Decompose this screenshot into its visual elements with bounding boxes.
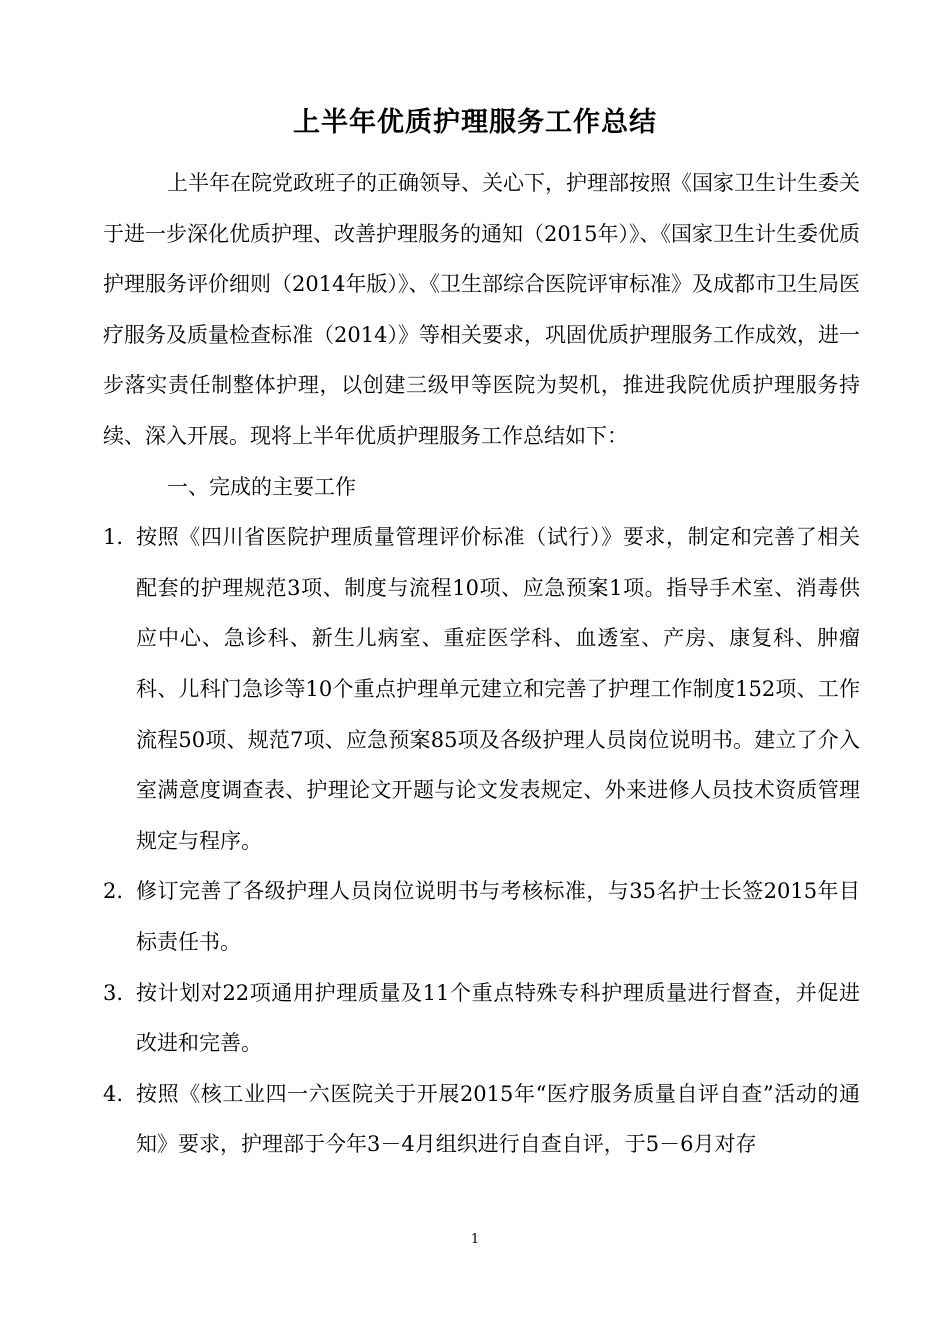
document-body bbox=[103, 158, 860, 1170]
list-item-text: 修订完善了各级护理人员岗位说明书与考核标准，与35名护士长签2015年目标责任书。 bbox=[136, 879, 860, 954]
list-item-number: 4. bbox=[103, 1081, 124, 1106]
list-item-text: 按照《四川省医院护理质量管理评价标准（试行）》要求，制定和完善了相关配套的护理规范3项、制度与流程10项、应急预案1项。指导手术室、消毒供应中心、急诊科、新生儿病室、重症医学科、血透室、产房、康复科、肿瘤科、儿科门急诊等10个重点护理单元建立和完善了护理工作制度152项、工作流程50项、规范7项、应急预案85项及各级护理人员岗位说明书。建立了介入室满意度调查表、护理论文开题与论文发表规定、外来进修人员技术资质管理规定与程序。 bbox=[136, 525, 860, 853]
list-item-number: 2. bbox=[103, 879, 124, 904]
list-item-text: 按照《核工业四一六医院关于开展2015年“医疗服务质量自评自查”活动的通知》要求，护理部于今年3－4月组织进行自查自评，于5－6月对存 bbox=[136, 1081, 860, 1157]
page-number: 1 bbox=[470, 1232, 480, 1247]
document-title: 上半年优质护理服务工作总结 bbox=[293, 107, 657, 138]
intro-paragraph: 上半年在院党政班子的正确领导、关心下，护理部按照《国家卫生计生委关于进一步深化优质护理、改善护理服务的通知（2015年）》、《国家卫生计生委优质护理服务评价细则（2014年版）》、《卫生部综合医院评审标准》及成都市卫生局医疗服务及质量检查标准（2014）》等相关要求，巩固优质护理服务工作成效，进一步落实责任制整体护理，以创建三级甲等医院为契机，推进我院优质护理服务持续、深入开展。现将上半年优质护理服务工作总结如下： bbox=[103, 171, 860, 448]
list-item-number: 3. bbox=[103, 980, 124, 1005]
list-item bbox=[103, 968, 860, 1069]
list-item-number: 1. bbox=[103, 525, 124, 550]
list-item bbox=[103, 1069, 860, 1170]
list-item bbox=[103, 512, 860, 866]
section-heading: 一、完成的主要工作 bbox=[167, 474, 356, 499]
list-item-text: 按计划对22项通用护理质量及11个重点特殊专科护理质量进行督查，并促进改进和完善。 bbox=[136, 980, 860, 1056]
list-item bbox=[103, 866, 860, 967]
